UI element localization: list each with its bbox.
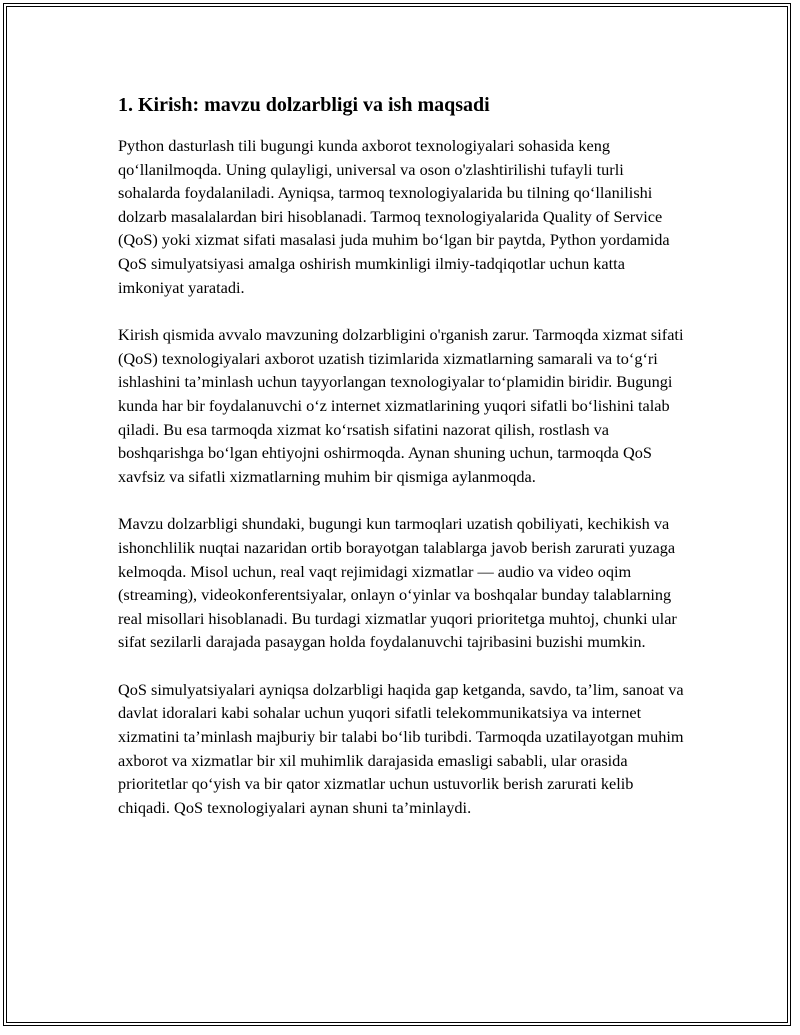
- paragraph-2: Kirish qismida avvalo mavzuning dolzarbligini o'rganish zarur. Tarmoqda xizmat sifati (QoS) texnologiyalari axborot uzatish tizimlarida xizmatlarning samarali va to‘g‘ri ishlashini ta’minlash uchun tayyorlangan texnologiyalar to‘plamidin biridir. Bugungi kunda har bir foydalanuvchi o‘z internet xizmatlarining yuqori sifatli bo‘lishini talab qiladi. Bu esa tarmoqda xizmat ko‘rsatish sifatini nazorat qilish, rostlash va boshqarishga bo‘lgan ehtiyojni oshirmoqda. Aynan shuning uchun, tarmoqda QoS xavfsiz va sifatli xizmatlarning muhim bir qismiga aylanmoqda.: [118, 325, 684, 486]
- document-body: [118, 92, 688, 843]
- paragraph-3: Mavzu dolzarbligi shundaki, bugungi kun tarmoqlari uzatish qobiliyati, kechikish va ishonchlilik nuqtai nazaridan ortib borayotgan talablarga javob berish zarurati yuzaga kelmoqda. Misol uchun, real vaqt rejimidagi xizmatlar — audio va video oqim (streaming), videokonferentsiyalar, onlayn o‘yinlar va boshqalar bunday talablarning real misollari hisoblanadi. Bu turdagi xizmatlar yuqori prioritetga muhtoj, chunki ular sifat sezilarli darajada pasaygan holda foydalanuvchi tajribasini buzishi mumkin.: [118, 514, 677, 652]
- section-heading: 1. Kirish: mavzu dolzarbligi va ish maqsadi: [118, 94, 490, 116]
- paragraph-1: Python dasturlash tili bugungi kunda axborot texnologiyalari sohasida keng qo‘llanilmoqda. Uning qulayligi, universal va oson o'zlashtirilishi tufayli turli sohalarda foydalaniladi. Ayniqsa, tarmoq texnologiyalarida bu tilning qo‘llanilishi dolzarb masalalardan biri hisoblanadi. Tarmoq texnologiyalarida Quality of Service (QoS) yoki xizmat sifati masalasi juda muhim bo‘lgan bir paytda, Python yordamida QoS simulyatsiyasi amalga oshirish mumkinligi ilmiy-tadqiqotlar uchun katta imkoniyat yaratadi.: [118, 136, 670, 297]
- paragraph-4: QoS simulyatsiyalari ayniqsa dolzarbligi haqida gap ketganda, savdo, ta’lim, sanoat va davlat idoralari kabi sohalar uchun yuqori sifatli telekommunikatsiya va internet xizmatini ta’minlash majburiy bir talabi bo‘lib turibdi. Tarmoqda uzatilayotgan muhim axborot va xizmatlar bir xil muhimlik darajasida emasligi sababli, ular orasida prioritetlar qo‘yish va bir qator xizmatlar uchun ustuvorlik berish zarurati kelib chiqadi. QoS texnologiyalari aynan shuni ta’minlaydi.: [118, 679, 684, 817]
